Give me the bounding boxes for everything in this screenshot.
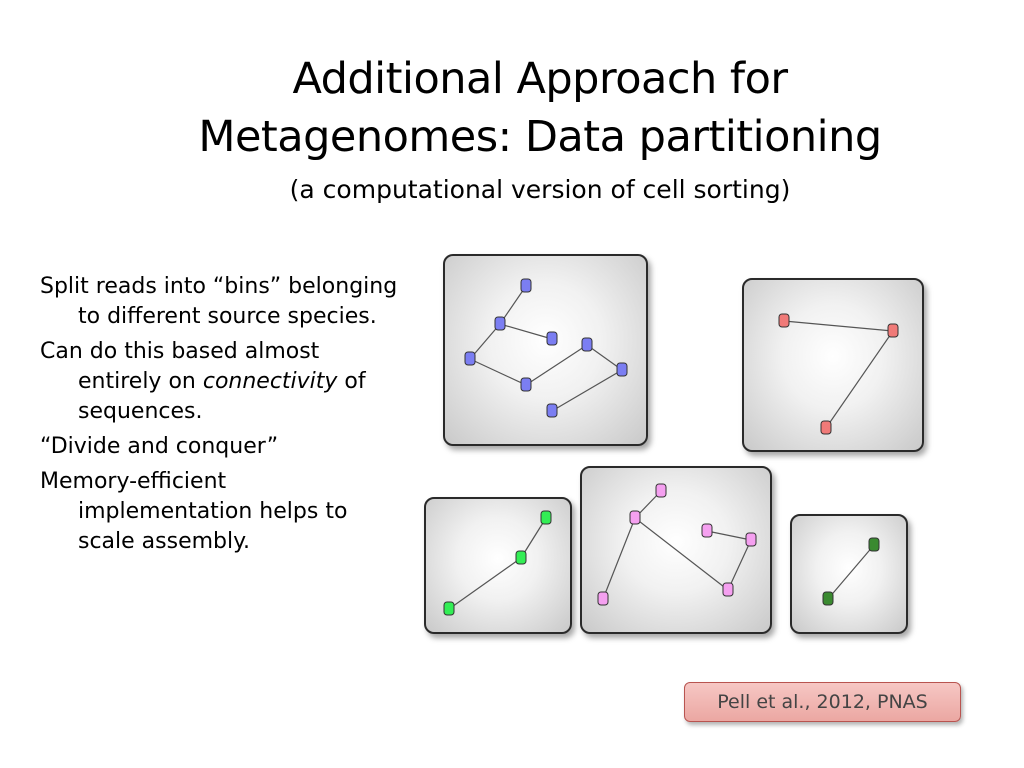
bullet-3: “Divide and conquer” xyxy=(40,434,279,459)
partition-panel-blue xyxy=(443,254,648,446)
bullet-2 xyxy=(40,337,400,427)
bullet-1: Split reads into “bins” belonging to different source species. xyxy=(40,274,398,329)
slide-title-line-2: Metagenomes: Data partitioning xyxy=(198,112,882,162)
slide-subtitle: (a computational version of cell sorting) xyxy=(289,175,791,204)
bullet-2-pre: Can do this based almost entirely on xyxy=(40,339,320,394)
slide-title-line-1: Additional Approach for xyxy=(292,54,788,104)
bullet-2-post: of sequences. xyxy=(78,369,366,424)
partition-panel-darkgreen xyxy=(790,514,908,634)
partition-panel-pink xyxy=(580,466,772,634)
slide-title-block xyxy=(60,50,1020,206)
bullet-2-emphasis: connectivity xyxy=(202,369,338,394)
partition-panel-green xyxy=(424,497,572,634)
bullet-list xyxy=(40,272,400,562)
citation-box: Pell et al., 2012, PNAS xyxy=(684,682,961,722)
bullet-4: Memory-efficient implementation helps to scale assembly. xyxy=(40,469,348,554)
partition-panel-red xyxy=(742,278,924,452)
